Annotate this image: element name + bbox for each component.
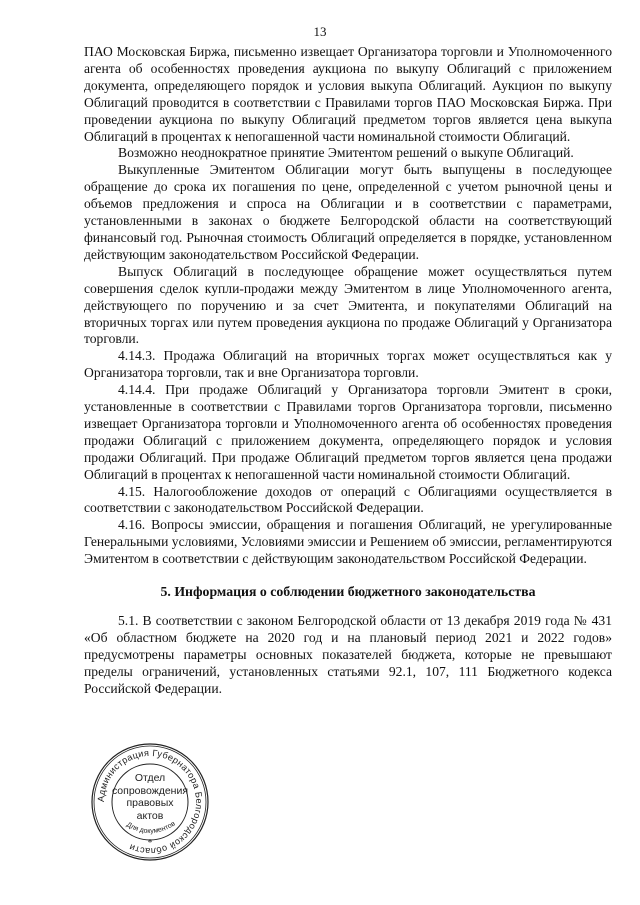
stamp-center-text [90,772,210,822]
paragraph: 4.15. Налогообложение доходов от операций с Облигациями осуществляется в соответствии с законодательством Российской Федерации. [84,483,612,516]
paragraph: 4.14.4. При продаже Облигаций у Организатора торговли Эмитент в сроки, установленные в соответствии с Правилами торгов Организатора торговли, письменно извещает Организатора торговли и Уполномоченного агента об особенностях проведения продажи Облигаций с приложением документа, определяющего порядок и условия продажи Облигаций. При продаже Облигаций предметом торгов является цена продажи Облигаций в процентах к непогашенной части номинальной стоимости Облигаций. [84,382,612,482]
stamp-line: сопровождения [111,784,189,797]
document-body [84,44,612,698]
paragraph: ПАО Московская Биржа, письменно извещает Организатора торговли и Уполномоченного агента об особенностях проведения аукциона по выкупу Облигаций с приложением документа, определяющего порядок и условия выкупа Облигаций. Аукцион по выкупу Облигаций проводится в соответствии с Правилами торгов ПАО Московская Биржа. При проведении аукциона по выкупу Облигаций предметом торгов является цена выкупа Облигаций в процентах к непогашенной части номинальной стоимости Облигаций. [84,44,612,144]
paragraph: Возможно неоднократное принятие Эмитентом решений о выкупе Облигаций. [118,145,574,161]
paragraph: 4.16. Вопросы эмиссии, обращения и погашения Облигаций, не урегулированные Генеральными условиями, Условиями эмиссии и Решением об эмиссии, регламентируются Эмитентом в соответствии с действующим законодательством Российской Федерации. [84,517,612,567]
stamp-line: Отдел [134,772,166,784]
official-stamp [90,742,210,862]
stamp-line: правовых [126,797,174,809]
paragraph: Выкупленные Эмитентом Облигации могут быть выпущены в последующее обращение до срока их погашения по цене, определенной с учетом рыночной цены и объемов предложения и спроса на Облигации и в соответствии с параметрами, установленными в законах о бюджете Белгородской области на соответствующий финансовый год. Рыночная стоимость Облигаций определяется в порядке, установленном действующим законодательством Российской Федерации. [84,162,612,262]
stamp-bottom-text: Для документов [125,820,177,836]
paragraph: 4.14.3. Продажа Облигаций на вторичных торгах может осуществляться как у Организатора торговли, так и вне Организатора торговли. [84,348,612,381]
section-heading: 5. Информация о соблюдении бюджетного законодательства [160,584,536,600]
paragraph: Выпуск Облигаций в последующее обращение может осуществляться путем совершения сделок купли-продажи между Эмитентом в лице Уполномоченного агента, действующего по поручению и за счет Эмитента, и покупателями Облигаций на вторичных торгах или путем проведения аукциона по продаже Облигаций у Организатора торговли. [84,263,612,347]
page-number: 13 [313,24,327,39]
stamp-star-icon: * [147,838,153,849]
paragraph: 5.1. В соответствии с законом Белгородской области от 13 декабря 2019 года № 431 «Об областном бюджете на 2020 год и на плановый период 2021 и 2022 годов» предусмотрены параметры основных показателей бюджета, которые не превышают пределы ограничений, установленных статьями 92.1, 107, 111 Бюджетного кодекса Российской Федерации. [84,613,612,696]
svg-text:Для документов [125,820,177,835]
stamp-ring-text: Администрация Губернатора Белгородской области [95,747,205,857]
stamp-line: актов [136,809,164,822]
